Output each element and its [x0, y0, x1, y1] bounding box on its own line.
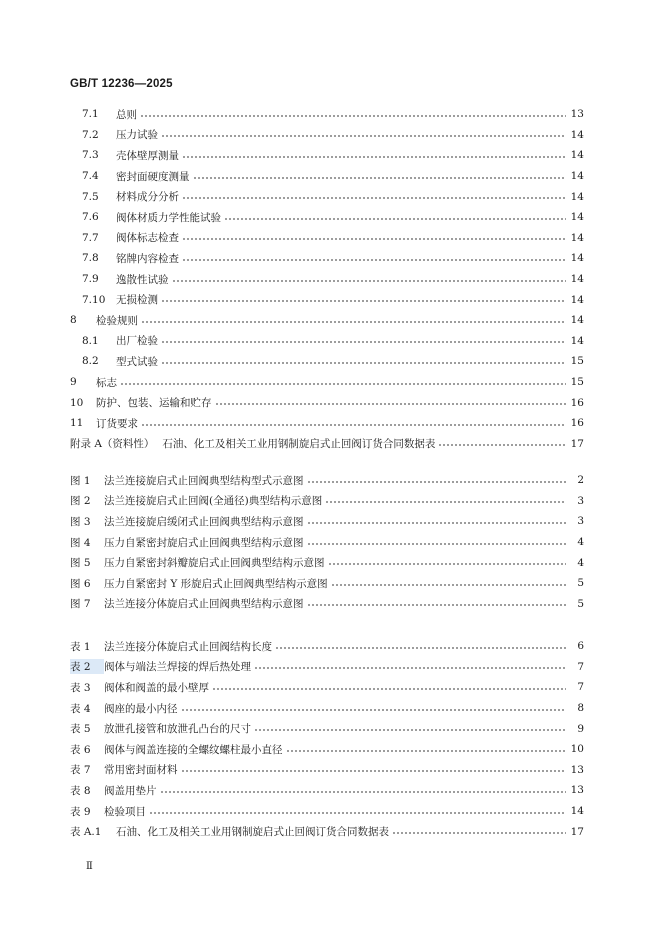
section-entry-title: 检验规则	[96, 314, 138, 327]
section-entry-page: 14	[570, 211, 584, 224]
section-toc-entry[interactable]	[70, 392, 584, 413]
table-entry-number: 表 2	[70, 659, 104, 674]
section-entry-number: 7.1	[82, 108, 99, 121]
section-entry-number: 8.1	[82, 334, 99, 347]
toc-sections	[70, 104, 584, 454]
dot-leader	[141, 420, 566, 430]
figure-toc-entry[interactable]	[70, 491, 584, 512]
section-entry-number: 7.2	[82, 128, 99, 141]
section-entry-page: 14	[570, 149, 584, 162]
figure-toc-entry[interactable]	[70, 470, 584, 491]
section-entry-title: 标志	[96, 376, 117, 389]
table-entry-number: 表 3	[70, 681, 91, 694]
section-entry-title: 压力试验	[116, 129, 158, 142]
section-entry-number: 附录 A（资料性）	[70, 438, 155, 451]
dot-leader	[161, 337, 566, 347]
table-entry-title: 常用密封面材料	[104, 764, 178, 777]
table-entry-page: 13	[570, 784, 584, 797]
dot-leader	[215, 399, 567, 409]
section-entry-page: 14	[570, 293, 584, 306]
section-entry-page: 15	[570, 376, 584, 389]
figure-entry-page: 5	[577, 577, 584, 590]
section-toc-entry[interactable]	[70, 269, 584, 290]
table-entry-page: 10	[570, 743, 584, 756]
table-toc-entry[interactable]	[70, 677, 584, 698]
figure-entry-title: 压力自紧密封旋启式止回阀典型结构示意图	[104, 536, 304, 549]
table-entry-title: 阀体与阀盖连接的全螺纹螺柱最小直径	[104, 743, 283, 756]
section-toc-entry[interactable]	[70, 125, 584, 146]
dot-leader	[161, 131, 566, 141]
section-entry-page: 14	[570, 273, 584, 286]
figure-toc-entry[interactable]	[70, 573, 584, 594]
table-toc-entry[interactable]	[70, 636, 584, 657]
dot-leader	[149, 808, 566, 818]
section-entry-number: 7.4	[82, 170, 99, 183]
table-entry-title: 阀座的最小内径	[104, 702, 178, 715]
table-entry-number: 表 7	[70, 764, 91, 777]
table-toc-entry[interactable]	[70, 760, 584, 781]
section-entry-page: 14	[570, 252, 584, 265]
dot-leader	[307, 600, 567, 610]
figure-entry-title: 法兰连接旋启式止回阀(全通径)典型结构示意图	[104, 495, 323, 508]
section-entry-number: 8	[70, 314, 77, 327]
figure-entry-title: 压力自紧密封 Y 形旋启式止回阀典型结构示意图	[104, 577, 328, 590]
page-number-roman: Ⅱ	[86, 861, 93, 872]
table-entry-number: 表 5	[70, 723, 91, 736]
section-toc-entry[interactable]	[70, 351, 584, 372]
dot-leader	[392, 828, 566, 838]
table-entry-title: 阀体和阀盖的最小壁厚	[104, 681, 209, 694]
section-entry-number: 11	[70, 417, 84, 430]
dot-leader	[212, 684, 566, 694]
figure-toc-entry[interactable]	[70, 552, 584, 573]
section-toc-entry[interactable]	[70, 248, 584, 269]
dot-leader	[286, 746, 567, 756]
figure-toc-entry[interactable]	[70, 594, 584, 615]
dot-leader	[182, 193, 566, 203]
section-entry-title: 逸散性试验	[116, 273, 169, 286]
table-entry-number: 表 4	[70, 702, 91, 715]
section-toc-entry[interactable]	[70, 413, 584, 434]
dot-leader	[307, 539, 567, 549]
table-entry-number: 表 A.1	[70, 826, 102, 839]
dot-leader	[307, 477, 567, 487]
section-entry-number: 7.5	[82, 190, 99, 203]
section-entry-number: 7.7	[82, 231, 99, 244]
section-entry-title: 铭牌内容检查	[116, 252, 179, 265]
dot-leader	[181, 705, 567, 715]
section-entry-number: 7.3	[82, 149, 99, 162]
section-entry-title: 防护、包装、运输和贮存	[96, 397, 212, 410]
section-toc-entry[interactable]	[70, 186, 584, 207]
section-toc-entry[interactable]	[70, 372, 584, 393]
dot-leader	[161, 296, 566, 306]
table-entry-title: 放泄孔接管和放泄孔凸台的尺寸	[104, 723, 251, 736]
dot-leader	[275, 643, 566, 653]
section-entry-number: 8.2	[82, 355, 99, 368]
figure-entry-page: 4	[577, 556, 584, 569]
dot-leader	[328, 559, 567, 569]
section-toc-entry[interactable]	[70, 289, 584, 310]
figure-entry-title: 压力自紧密封斜瓣旋启式止回阀典型结构示意图	[104, 557, 325, 570]
figure-entry-number: 图 1	[70, 474, 91, 487]
dot-leader	[224, 214, 566, 224]
section-entry-page: 16	[570, 396, 584, 409]
dot-leader	[181, 766, 567, 776]
section-entry-title: 壳体壁厚测量	[116, 149, 179, 162]
section-entry-page: 14	[570, 190, 584, 203]
figure-entry-title: 法兰连接旋启缓闭式止回阀典型结构示意图	[104, 515, 304, 528]
figure-entry-title: 法兰连接旋启式止回阀典型结构型式示意图	[104, 474, 304, 487]
figure-entry-number: 图 4	[70, 536, 91, 549]
figure-entry-page: 5	[577, 597, 584, 610]
table-toc-entry[interactable]	[70, 801, 584, 822]
table-entry-number: 表 6	[70, 743, 91, 756]
table-entry-title: 阀体与端法兰焊接的焊后热处理	[104, 661, 251, 674]
dot-leader	[325, 497, 566, 507]
section-entry-title: 出厂检验	[116, 335, 158, 348]
section-entry-title: 总则	[116, 108, 137, 121]
dot-leader	[193, 173, 567, 183]
section-entry-page: 17	[570, 437, 584, 450]
table-entry-number: 表 9	[70, 805, 91, 818]
section-entry-number: 7.8	[82, 252, 99, 265]
dot-leader	[161, 358, 566, 368]
dot-leader	[331, 580, 566, 590]
figure-entry-page: 4	[577, 536, 584, 549]
table-entry-page: 13	[570, 763, 584, 776]
dot-leader	[182, 152, 566, 162]
section-entry-page: 14	[570, 334, 584, 347]
dot-leader	[182, 234, 566, 244]
table-toc-entry[interactable]	[70, 718, 584, 739]
table-entry-title: 阀盖用垫片	[104, 784, 157, 797]
section-toc-entry[interactable]	[70, 166, 584, 187]
section-entry-number: 7.6	[82, 211, 99, 224]
table-entry-page: 7	[577, 681, 584, 694]
dot-leader	[254, 725, 566, 735]
table-entry-page: 17	[570, 825, 584, 838]
section-entry-title: 型式试验	[116, 355, 158, 368]
section-toc-entry[interactable]	[70, 207, 584, 228]
table-entry-page: 14	[570, 805, 584, 818]
section-entry-title: 无损检测	[116, 294, 158, 307]
section-entry-number: 9	[70, 376, 77, 389]
figure-entry-title: 法兰连接分体旋启式止回阀典型结构示意图	[104, 598, 304, 611]
table-entry-number: 表 8	[70, 784, 91, 797]
section-entry-page: 15	[570, 355, 584, 368]
section-entry-page: 16	[570, 417, 584, 430]
section-entry-page: 13	[570, 108, 584, 121]
table-toc-entry[interactable]	[70, 657, 584, 678]
table-entry-title: 检验项目	[104, 805, 146, 818]
figure-entry-number: 图 2	[70, 495, 91, 508]
table-toc-entry[interactable]	[70, 780, 584, 801]
table-entry-number: 表 1	[70, 640, 91, 653]
section-toc-entry[interactable]	[70, 104, 584, 125]
dot-leader	[140, 111, 566, 121]
table-entry-page: 8	[577, 702, 584, 715]
section-entry-number: 7.9	[82, 273, 99, 286]
table-toc-entry[interactable]	[70, 698, 584, 719]
section-entry-page: 14	[570, 314, 584, 327]
table-toc-entry[interactable]	[70, 739, 584, 760]
toc-tables	[70, 636, 584, 842]
table-toc-entry[interactable]	[70, 821, 584, 842]
dot-leader	[141, 317, 566, 327]
section-entry-title: 阀体标志检查	[116, 232, 179, 245]
section-toc-entry[interactable]	[70, 331, 584, 352]
dot-leader	[172, 276, 567, 286]
section-entry-title: 阀体材质力学性能试验	[116, 211, 221, 224]
section-entry-title: 石油、化工及相关工业用钢制旋启式止回阀订货合同数据表	[162, 438, 436, 451]
figure-entry-number: 图 5	[70, 557, 91, 570]
section-toc-entry[interactable]	[70, 145, 584, 166]
section-entry-page: 14	[570, 231, 584, 244]
table-entry-page: 6	[577, 640, 584, 653]
section-toc-entry[interactable]	[70, 434, 584, 455]
dot-leader	[160, 787, 567, 797]
table-entry-title: 法兰连接分体旋启式止回阀结构长度	[104, 640, 272, 653]
figure-entry-number: 图 7	[70, 598, 91, 611]
figure-toc-entry[interactable]	[70, 532, 584, 553]
figure-entry-number: 图 3	[70, 515, 91, 528]
table-entry-title: 石油、化工及相关工业用钢制旋启式止回阀订货合同数据表	[116, 826, 389, 839]
section-entry-page: 14	[570, 128, 584, 141]
dot-leader	[182, 255, 566, 265]
table-entry-page: 7	[577, 660, 584, 673]
dot-leader	[120, 379, 566, 389]
dot-leader	[254, 663, 566, 673]
table-entry-page: 9	[577, 722, 584, 735]
section-toc-entry[interactable]	[70, 310, 584, 331]
figure-entry-number: 图 6	[70, 577, 91, 590]
section-entry-number: 10	[70, 396, 84, 409]
toc-figures	[70, 470, 584, 614]
figure-entry-page: 2	[577, 474, 584, 487]
section-entry-title: 密封面硬度测量	[116, 170, 190, 183]
section-entry-title: 订货要求	[96, 417, 138, 430]
section-entry-title: 材料成分分析	[116, 191, 179, 204]
figure-entry-page: 3	[577, 515, 584, 528]
figure-entry-page: 3	[577, 494, 584, 507]
section-entry-page: 14	[570, 170, 584, 183]
figure-toc-entry[interactable]	[70, 511, 584, 532]
dot-leader	[438, 440, 566, 450]
section-toc-entry[interactable]	[70, 228, 584, 249]
document-standard-number: GB/T 12236—2025	[70, 78, 173, 90]
dot-leader	[307, 518, 567, 528]
section-entry-number: 7.10	[82, 293, 106, 306]
